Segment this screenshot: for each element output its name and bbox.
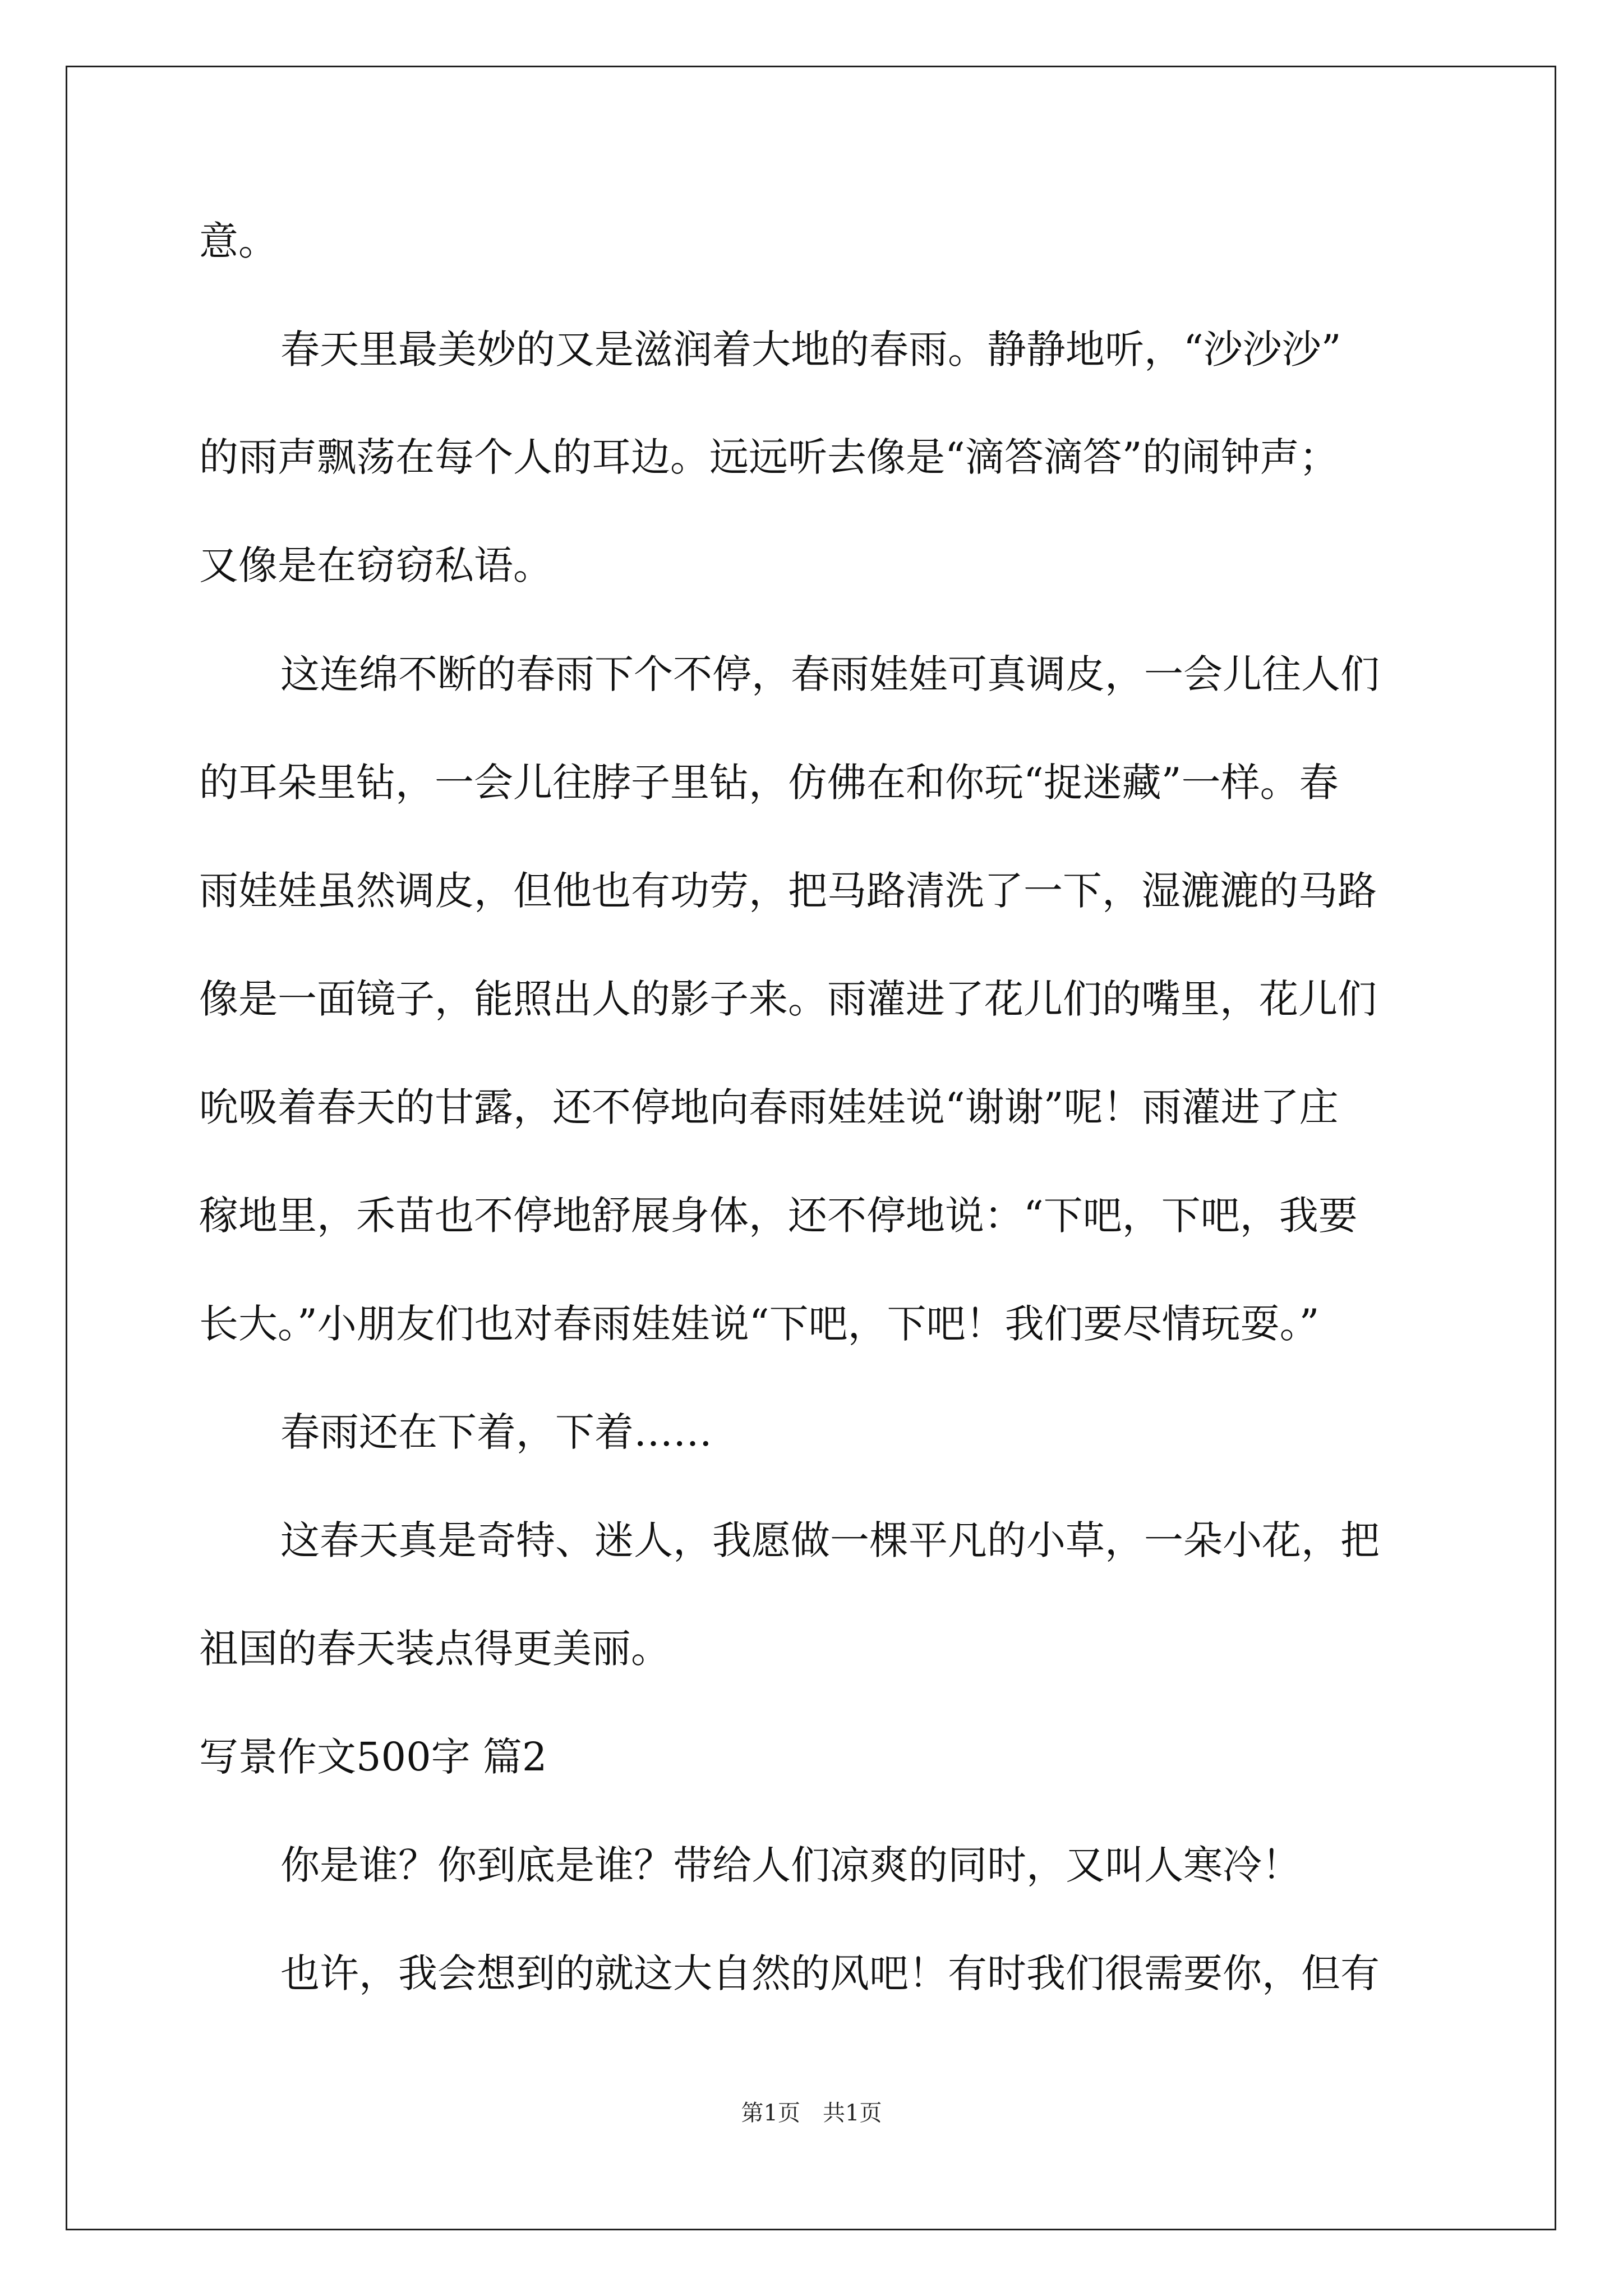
section-heading: 写景作文500字 篇2 (199, 1734, 547, 1780)
text-line: 长大。”小朋友们也对春雨娃娃说“下吧，下吧！我们要尽情玩耍。” (199, 1301, 1320, 1347)
text-line: 祖国的春天装点得更美丽。 (199, 1626, 670, 1672)
text-line: 像是一面镜子，能照出人的影子来。雨灌进了花儿们的嘴里，花儿们 (199, 976, 1377, 1022)
paragraph-first-line: 春雨还在下着，下着…… (280, 1409, 712, 1455)
page-number-footer: 第1页 共1页 (741, 2100, 882, 2126)
paragraph-first-line: 也许，我会想到的就这大自然的风吧！有时我们很需要你，但有 (280, 1950, 1380, 1996)
paragraph-first-line: 春天里最美妙的又是滋润着大地的春雨。静静地听，“沙沙沙” (280, 326, 1341, 372)
text-line: 的耳朵里钻，一会儿往脖子里钻，仿佛在和你玩“捉迷藏”一样。春 (199, 760, 1339, 806)
text-line: 稼地里，禾苗也不停地舒展身体，还不停地说：“下吧，下吧，我要 (199, 1193, 1358, 1239)
text-line: 又像是在窃窃私语。 (199, 542, 552, 588)
text-line: 意。 (199, 218, 278, 264)
paragraph-first-line: 你是谁？你到底是谁？带给人们凉爽的同时，又叫人寒冷！ (280, 1842, 1301, 1888)
text-line: 雨娃娃虽然调皮，但他也有功劳，把马路清洗了一下，湿漉漉的马路 (199, 868, 1377, 914)
paragraph-first-line: 这连绵不断的春雨下个不停，春雨娃娃可真调皮，一会儿往人们 (280, 651, 1380, 697)
paragraph-first-line: 这春天真是奇特、迷人，我愿做一棵平凡的小草，一朵小花，把 (280, 1517, 1380, 1563)
text-line: 的雨声飘荡在每个人的耳边。远远听去像是“滴答滴答”的闹钟声； (199, 434, 1339, 480)
page-border (66, 66, 1556, 2230)
text-line: 吮吸着春天的甘露，还不停地向春雨娃娃说“谢谢”呢！雨灌进了庄 (199, 1084, 1339, 1130)
